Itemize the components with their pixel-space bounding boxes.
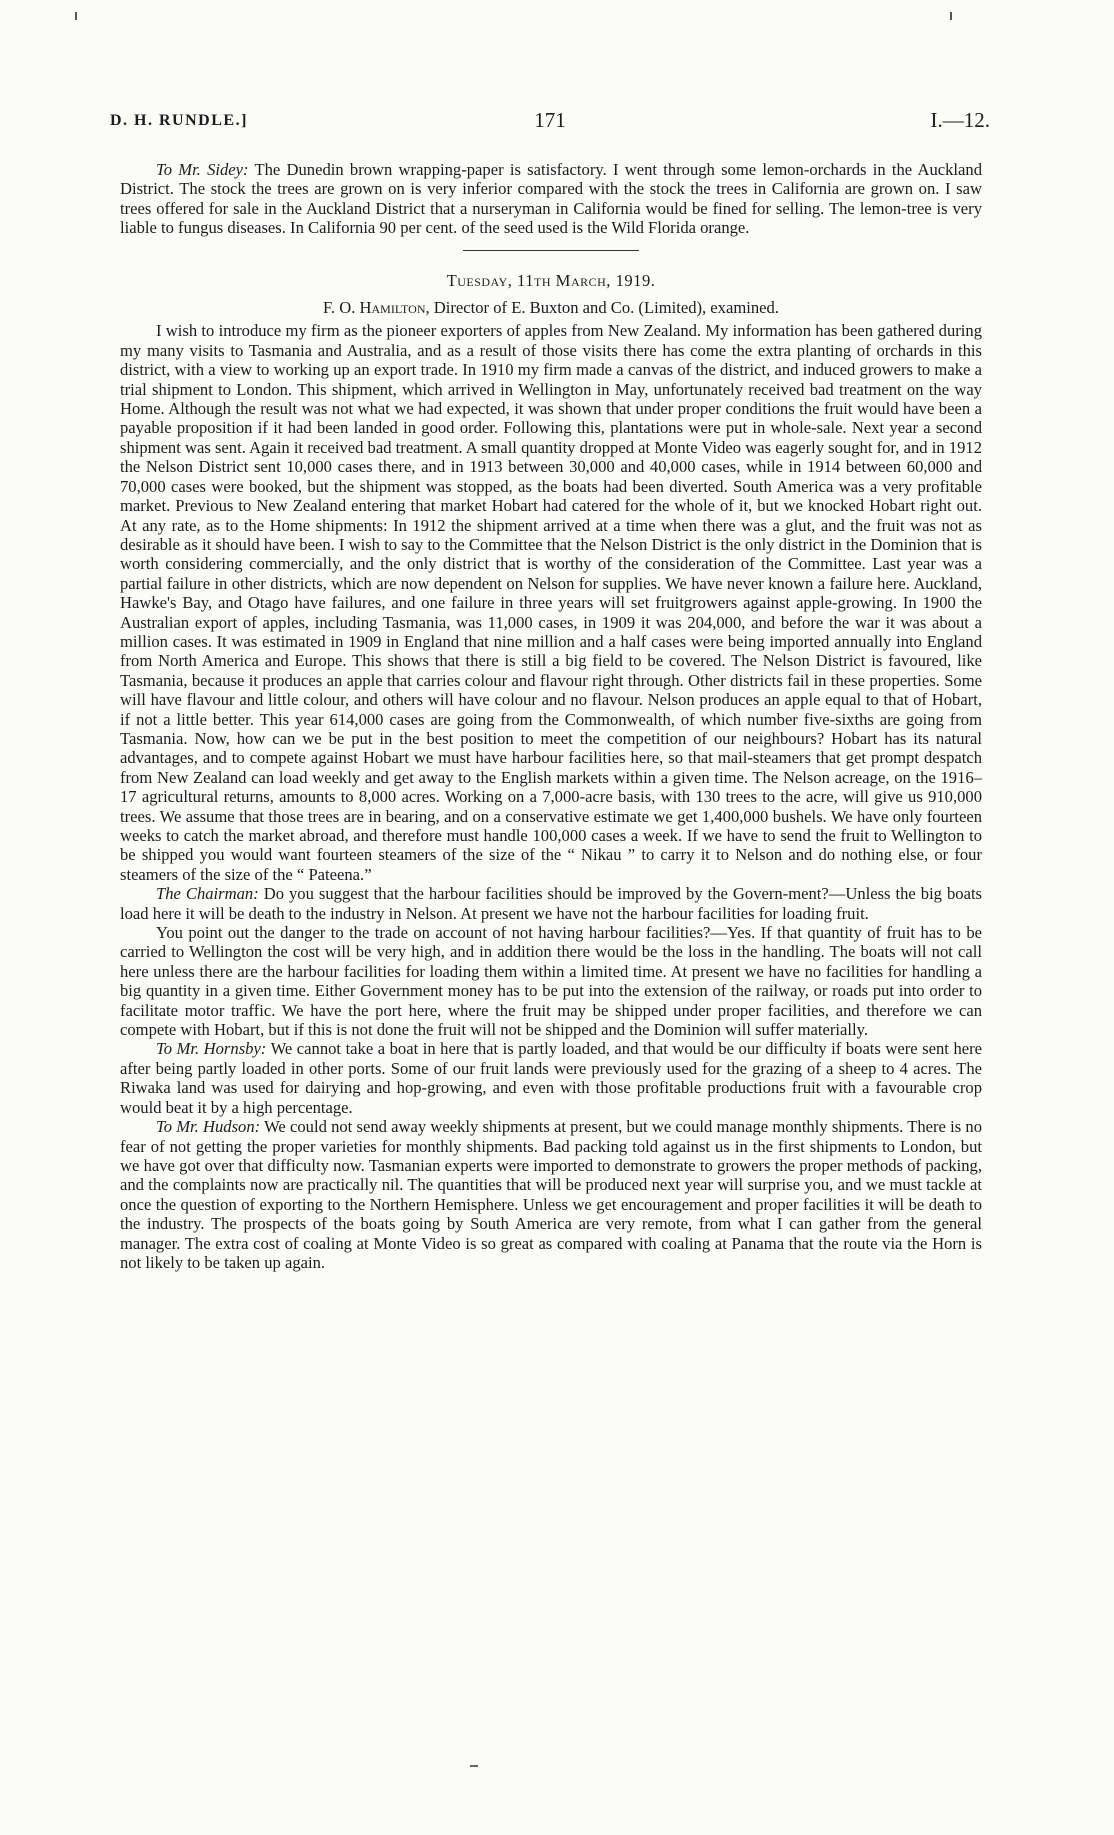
paper-reference: I.—12. [930,108,990,132]
questioner-label: To Mr. Hornsby: [156,1039,267,1059]
witness-heading [120,298,982,317]
questioner-label: To Mr. Sidey: [156,160,249,179]
paragraph-testimony: I wish to introduce my firm as the pioneer exporters of apples from New Zealand. My information has been gathered during my many visits to Tasmania and Australia, and as a result of those visits there has come the extra planting of orchards in this district, with a view to working up an export trade. In 1910 my firm made a canvas of the district, and induced growers to make a trial shipment to London. This shipment, which arrived in Wellington in May, unfortunately received bad treatment on the way Home. Although the result was not what we had expected, it was shown that under proper conditions the fruit would have been a payable proposition if it had been landed in good order. Following this, plantations were put in whole-sale. Next year a second shipment was sent. Again it received bad treatment. A small quantity dropped at Monte Video was eagerly sought for, and in 1912 the Nelson District sent 10,000 cases there, and in 1913 between 30,000 and 40,000 cases, while in 1914 between 60,000 and 70,000 cases were booked, but the shipment was stopped, as the boats had been diverted. South America was a very profitable market. Previous to New Zealand entering that market Hobart had catered for the whole of it, but we knocked Hobart right out. At any rate, as to the Home shipments: In 1912 the shipment arrived at a time when there was a glut, and the fruit was not as desirable as it should have been. I wish to say to the Committee that the Nelson District is the only district in the Dominion that is worth considering commercially, and the only district that is worthy of the consideration of the Committee. Last year was a partial failure in other districts, which are now dependent on Nelson for supplies. We have never known a failure here. Auckland, Hawke's Bay, and Otago have failures, and one failure in three years will set fruitgrowers against apple-growing. In 1900 the Australian export of apples, including Tasmania, was 11,000 cases, in 1909 it was 204,000, and before the war it was about a million cases. It was estimated in 1909 in England that nine million and a half cases were being imported annually into England from North America and Europe. This shows that there is still a big field to be covered. The Nelson District is favoured, like Tasmania, because it produces an apple that carries colour and flavour right through. Other districts fail in these properties. Some will have flavour and little colour, and others will have colour and no flavour. Nelson produces an apple equal to that of Hobart, if not a little better. This year 614,000 cases are going from the Commonwealth, of which number five-sixths are going from Tasmania. Now, how can we be put in the best position to meet the competition of our neighbours? Hobart has its natural advantages, and to compete against Hobart we must have harbour facilities here, so that mail-steamers that get prompt despatch from New Zealand can load weekly and get away to the English markets within a given time. The Nelson acreage, on the 1916–17 agricultural returns, amounts to 8,000 acres. Working on a 7,000-acre basis, with 130 trees to the acre, will give us 910,000 trees. We assume that those trees are in bearing, and on a conservative estimate we get 1,400,000 bushels. We have only fourteen weeks to catch the market abroad, and therefore must handle 100,000 cases a week. If we have to send the fruit to Wellington to be shipped you would want fourteen steamers of the size of the “ Nikau ” to carry it to Nelson and do nothing else, or four steamers of the size of the “ Pateena.” [120,321,982,884]
scan-mark [950,12,952,20]
paragraph-text: We could not send away weekly shipments at present, but we could manage monthly shipments. There is no fear of not getting the proper varieties for monthly shipments. Bad packing told against us in the first shipments to London, but we have got over that difficulty now. Tasmanian experts were imported to demonstrate to growers the proper methods of packing, and the complaints now are practically nil. The quantities that will be produced next year will surprise you, and we must tackle at once the question of exporting to the Northern Hemisphere. Unless we get encouragement and proper facilities it will be death to the industry. The prospects of the boats going by South America are very remote, from what I can gather from the general manager. The extra cost of coaling at Monte Video is so great as compared with coaling at Panama that the route via the Horn is not likely to be taken up again. [120,1117,982,1272]
questioner-label: The Chairman: [156,884,259,904]
section-divider [463,250,639,251]
scan-mark [470,1765,478,1767]
session-date: Tuesday, 11th March, 1919. [446,270,656,290]
questioner-label: To Mr. Hudson: [156,1117,261,1137]
witness-name: F. O. Hamilton, [323,298,430,318]
paragraph-text: We cannot take a boat in here that is partly loaded, and that would be our difficulty if boats were sent here after being partly loaded in other ports. Some of our fruit lands were previously used for the grazing of a sheep to 4 acres. The Riwaka land was used for dairying and hop-growing, and even with those profitable productions fruit with a favourable crop would beat it by a high percentage. [120,1039,982,1117]
paragraph-text: The Dunedin brown wrapping-paper is satisfactory. I went through some lemon-orchards in the Auckland District. The stock the trees are grown on is very inferior compared with the stock the trees in California are grown on. I saw trees offered for sale in the Auckland District that a nurseryman in California would be fined for selling. The lemon-tree is very liable to fungus diseases. In California 90 per cent. of the seed used is the Wild Florida orange. [120,160,982,238]
paragraph-harbour: You point out the danger to the trade on account of not having harbour facilities?—Yes. If that quantity of fruit has to be carried to Wellington the cost will be very high, and in addition there would be the loss in the handling. The boats will not call here unless there are the harbour facilities for loading them within a limited time. At present we have no facilities for handling a big quantity in a given time. Either Government money has to be put into the extension of the railway, or roads put into order to facilitate motor traffic. We have the port here, where the fruit may be shipped under proper facilities, and therefore we can compete with Hobart, but if this is not done the fruit will not be shipped and the Dominion will suffer materially. [120,923,982,1040]
paragraph-chairman [120,884,982,923]
witness-role: Director of E. Buxton and Co. (Limited), examined. [429,298,779,318]
paragraph-sidey [120,160,982,238]
page-number: 171 [534,108,566,132]
scan-mark [75,12,77,20]
paragraph-hudson [120,1117,982,1272]
paragraph-text: Do you suggest that the harbour facilities should be improved by the Govern-ment?—Unless the big boats load here it will be death to the industry in Nelson. At present we have not the harbour facilities for loading fruit. [120,884,983,923]
header-speaker: D. H. RUNDLE.] [110,112,248,129]
body-text [120,160,982,1272]
paragraph-hornsby [120,1039,982,1117]
page-header [110,108,990,138]
